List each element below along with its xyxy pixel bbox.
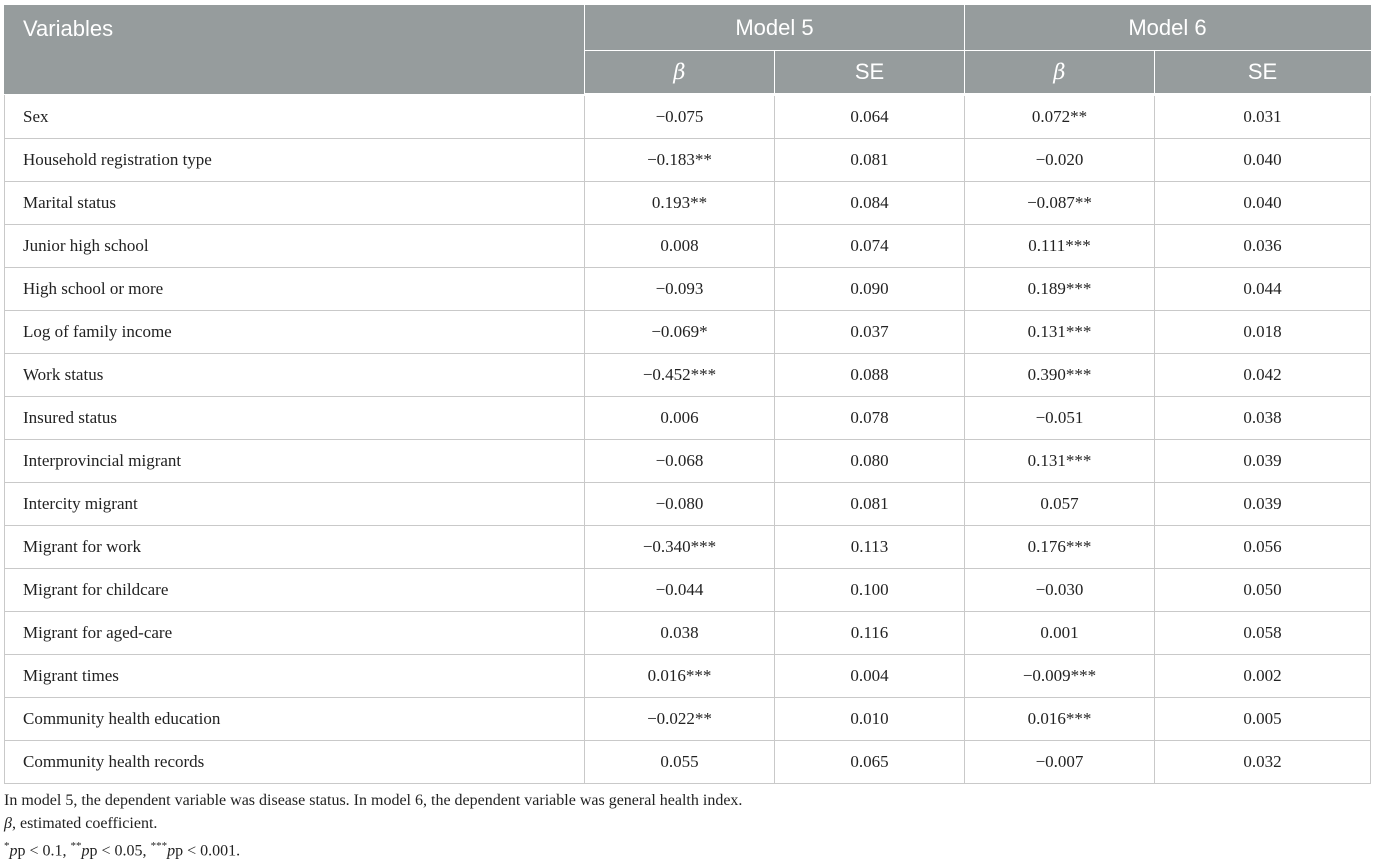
table-row (5, 612, 1371, 655)
cell-m6-beta: 0.072** (965, 95, 1155, 139)
cell-variable: Sex (5, 95, 585, 139)
table-row (5, 655, 1371, 698)
cell-m6-beta: −0.087** (965, 182, 1155, 225)
cell-m5-se: 0.065 (775, 741, 965, 784)
header-m6-beta: β (965, 51, 1155, 95)
cell-m6-beta: 0.131*** (965, 311, 1155, 354)
cell-m6-se: 0.044 (1155, 268, 1371, 311)
cell-m5-se: 0.010 (775, 698, 965, 741)
note-significance: *pp < 0.1, **pp < 0.05, ***pp < 0.001. (4, 840, 241, 860)
cell-m6-se: 0.032 (1155, 741, 1371, 784)
table-row (5, 95, 1371, 139)
cell-m5-se: 0.084 (775, 182, 965, 225)
header-m5-se: SE (775, 51, 965, 95)
cell-m6-se: 0.050 (1155, 569, 1371, 612)
cell-m6-se: 0.038 (1155, 397, 1371, 440)
table-row (5, 526, 1371, 569)
cell-variable: Marital status (5, 182, 585, 225)
cell-m5-beta: 0.193** (585, 182, 775, 225)
note-dependent-variables: In model 5, the dependent variable was disease status. In model 6, the dependent variable was general health index. (4, 792, 743, 809)
cell-m5-se: 0.078 (775, 397, 965, 440)
cell-m5-beta: −0.075 (585, 95, 775, 139)
cell-m6-beta: −0.030 (965, 569, 1155, 612)
cell-m5-se: 0.081 (775, 483, 965, 526)
cell-m6-beta: 0.176*** (965, 526, 1155, 569)
cell-m5-se: 0.074 (775, 225, 965, 268)
cell-m5-se: 0.064 (775, 95, 965, 139)
cell-m5-se: 0.090 (775, 268, 965, 311)
header-variables: Variables (5, 6, 585, 95)
cell-m6-beta: −0.051 (965, 397, 1155, 440)
cell-variable: Migrant times (5, 655, 585, 698)
cell-m6-beta: 0.111*** (965, 225, 1155, 268)
cell-variable: Insured status (5, 397, 585, 440)
cell-m6-beta: 0.189*** (965, 268, 1155, 311)
cell-m5-se: 0.081 (775, 139, 965, 182)
cell-m6-beta: 0.390*** (965, 354, 1155, 397)
table-row (5, 440, 1371, 483)
cell-m5-se: 0.088 (775, 354, 965, 397)
cell-m5-beta: 0.006 (585, 397, 775, 440)
cell-m5-beta: 0.055 (585, 741, 775, 784)
cell-variable: High school or more (5, 268, 585, 311)
cell-m6-beta: −0.009*** (965, 655, 1155, 698)
cell-m6-se: 0.005 (1155, 698, 1371, 741)
cell-m5-se: 0.100 (775, 569, 965, 612)
cell-m6-se: 0.039 (1155, 440, 1371, 483)
table-row (5, 225, 1371, 268)
cell-variable: Household registration type (5, 139, 585, 182)
cell-m5-beta: −0.068 (585, 440, 775, 483)
cell-m5-beta: −0.340*** (585, 526, 775, 569)
cell-m6-se: 0.040 (1155, 139, 1371, 182)
cell-variable: Junior high school (5, 225, 585, 268)
cell-m6-beta: 0.001 (965, 612, 1155, 655)
table-row (5, 483, 1371, 526)
cell-m5-beta: −0.452*** (585, 354, 775, 397)
cell-m5-se: 0.116 (775, 612, 965, 655)
cell-variable: Work status (5, 354, 585, 397)
cell-m5-beta: −0.093 (585, 268, 775, 311)
regression-table (4, 5, 1371, 784)
cell-m5-beta: −0.044 (585, 569, 775, 612)
header-model-5: Model 5 (585, 6, 965, 51)
cell-m6-se: 0.036 (1155, 225, 1371, 268)
table-header (5, 6, 1371, 95)
cell-m6-se: 0.002 (1155, 655, 1371, 698)
cell-m6-se: 0.042 (1155, 354, 1371, 397)
cell-m5-se: 0.037 (775, 311, 965, 354)
cell-m6-beta: −0.020 (965, 139, 1155, 182)
cell-m5-beta: −0.080 (585, 483, 775, 526)
cell-variable: Community health education (5, 698, 585, 741)
cell-m5-beta: −0.183** (585, 139, 775, 182)
cell-variable: Migrant for childcare (5, 569, 585, 612)
table-row (5, 698, 1371, 741)
table-row (5, 268, 1371, 311)
table-row (5, 354, 1371, 397)
cell-m6-beta: 0.057 (965, 483, 1155, 526)
cell-m6-se: 0.056 (1155, 526, 1371, 569)
cell-m6-se: 0.058 (1155, 612, 1371, 655)
table-row (5, 311, 1371, 354)
cell-m6-se: 0.031 (1155, 95, 1371, 139)
cell-m5-beta: −0.069* (585, 311, 775, 354)
cell-m6-se: 0.040 (1155, 182, 1371, 225)
cell-m5-beta: 0.038 (585, 612, 775, 655)
header-m6-se: SE (1155, 51, 1371, 95)
header-model-6: Model 6 (965, 6, 1371, 51)
cell-m5-beta: 0.016*** (585, 655, 775, 698)
cell-variable: Migrant for aged-care (5, 612, 585, 655)
cell-m6-beta: −0.007 (965, 741, 1155, 784)
table-row (5, 569, 1371, 612)
cell-variable: Interprovincial migrant (5, 440, 585, 483)
cell-m5-beta: −0.022** (585, 698, 775, 741)
cell-variable: Community health records (5, 741, 585, 784)
table-row (5, 397, 1371, 440)
table-notes (4, 789, 742, 862)
cell-m6-se: 0.039 (1155, 483, 1371, 526)
table-row (5, 182, 1371, 225)
cell-variable: Intercity migrant (5, 483, 585, 526)
cell-m5-se: 0.113 (775, 526, 965, 569)
cell-m6-beta: 0.016*** (965, 698, 1155, 741)
cell-m5-se: 0.004 (775, 655, 965, 698)
table-body (5, 95, 1371, 784)
cell-m6-se: 0.018 (1155, 311, 1371, 354)
cell-m5-beta: 0.008 (585, 225, 775, 268)
note-beta-definition: β, estimated coefficient. (4, 815, 158, 832)
header-m5-beta: β (585, 51, 775, 95)
table-row (5, 139, 1371, 182)
regression-table-container (4, 5, 1370, 784)
cell-variable: Log of family income (5, 311, 585, 354)
cell-variable: Migrant for work (5, 526, 585, 569)
cell-m6-beta: 0.131*** (965, 440, 1155, 483)
cell-m5-se: 0.080 (775, 440, 965, 483)
table-row (5, 741, 1371, 784)
